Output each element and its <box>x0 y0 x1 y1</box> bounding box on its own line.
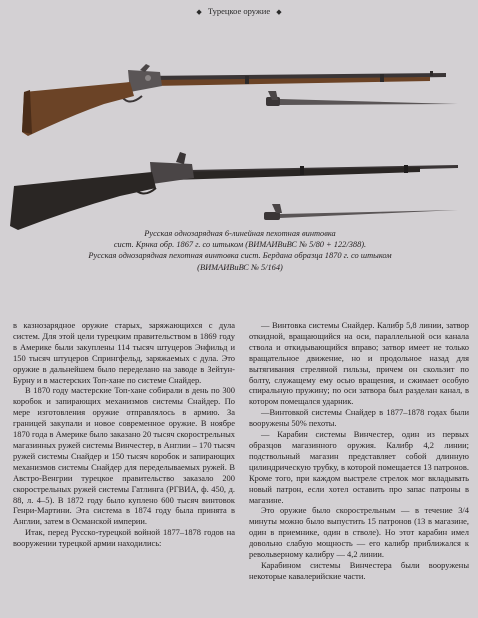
header-title: Турецкое оружие <box>207 6 271 16</box>
berdan-rifle-image <box>10 152 458 230</box>
header-ornament-left: ◆ <box>196 8 202 16</box>
paragraph: — Карабин системы Винчестер, один из первых образцов магазинного оружия. Калибр 4,2 линии; подствольный магазин представляет собой длинную цилиндрическую трубку, в которой помещается 13 патронов. Кроме того, при каждом выстреле стрелок мог вкладывать новый патрон, если хотел оставить про запас патроны в магазине. <box>249 429 469 505</box>
paragraph: в казнозарядное оружие старых, заряжающихся с дула систем. Для этой цели турецким правительством в 1869 году в Америке были закуплены 114 тысяч штуцеров Энфильд и 150 тысяч штуцеров Спрингфельд, заряжаемых с дула. Это оружие в дальнейшем было переделано на заводе в Зейтун-Бурну и в мастерских Топ-хане по системе Снайдер. <box>13 320 235 385</box>
left-column <box>13 320 235 549</box>
caption-line-3: Русская однозарядная пехотная винтовка сист. Бердана образца 1870 г. со штыком <box>88 251 392 261</box>
figure-caption <box>40 228 440 273</box>
krnka-bayonet-image <box>266 91 458 106</box>
paragraph: — Винтовка системы Снайдер. Калибр 5,8 линии, затвор откидной, вращающийся на оси, параллельной оси канала ствола и откидывающийся вправо; затвор имеет не только вращательное движение, но и продольное назад для вытягивания стреляной гильзы, причем он скользит по болту, служащему ему осью вращения, и сжимает особую спиральную пружину; по оси затвора был разделан канал, в котором помещался ударник. <box>249 320 469 407</box>
caption-line-2: сист. Крнка обр. 1867 г. со штыком (ВИМАИВиВС № 5/80 + 122/388). <box>113 240 367 250</box>
berdan-bayonet-image <box>264 204 458 220</box>
paragraph: Карабином системы Винчестера были вооружены некоторые кавалерийские части. <box>249 559 469 581</box>
paragraph: Итак, перед Русско-турецкой войной 1877–1878 годов на вооружении турецкой армии находились: <box>13 527 235 549</box>
caption-line-1: Русская однозарядная 6-линейная пехотная винтовка <box>144 229 336 238</box>
caption-line-4: (ВИМАИВиВС № 5/164) <box>197 262 283 272</box>
rifles-illustration <box>0 0 478 230</box>
right-column <box>249 320 469 582</box>
paragraph: Это оружие было скорострельным — в течение 3/4 минуты можно было выпустить 15 патронов (13 в магазине, один в приемнике, один в стволе). Но этот карабин имел довольно слабую мощность — его калибр приближался к револьверному калибру — 4,2 линии. <box>249 505 469 560</box>
krnka-rifle-image <box>22 64 446 136</box>
paragraph: В 1870 году мастерские Топ-хане собирали в день по 300 коробок и запирающих механизмов системы Снайдер. По мере изготовления оружие отправлялось в армию. За границей закупали и новое современное оружие. В ноябре 1870 года в Америке было заказано 20 тысяч скорострельных магазинных ружей системы Винчестер, в Англии – 170 тысяч ружей системы Снайдер и 150 тысяч коробок и запирающих механизмов системы Снайдер для переделываемых ружей. В Австро-Венгрии турецкое правительство заказало 200 скорострельных ружей системы Гатлинга (РГВИА, ф. 450, д. 88, л. 4–5). В 1872 году было куплено 600 тысяч винтовок Генри-Мартини. Эта система в 1874 году была принята в Англии, затем в Османской империи. <box>13 385 235 527</box>
paragraph: —Винтовкой системы Снайдер в 1877–1878 годах были вооружены 50% пехоты. <box>249 407 469 429</box>
header-ornament-right: ◆ <box>276 8 282 16</box>
